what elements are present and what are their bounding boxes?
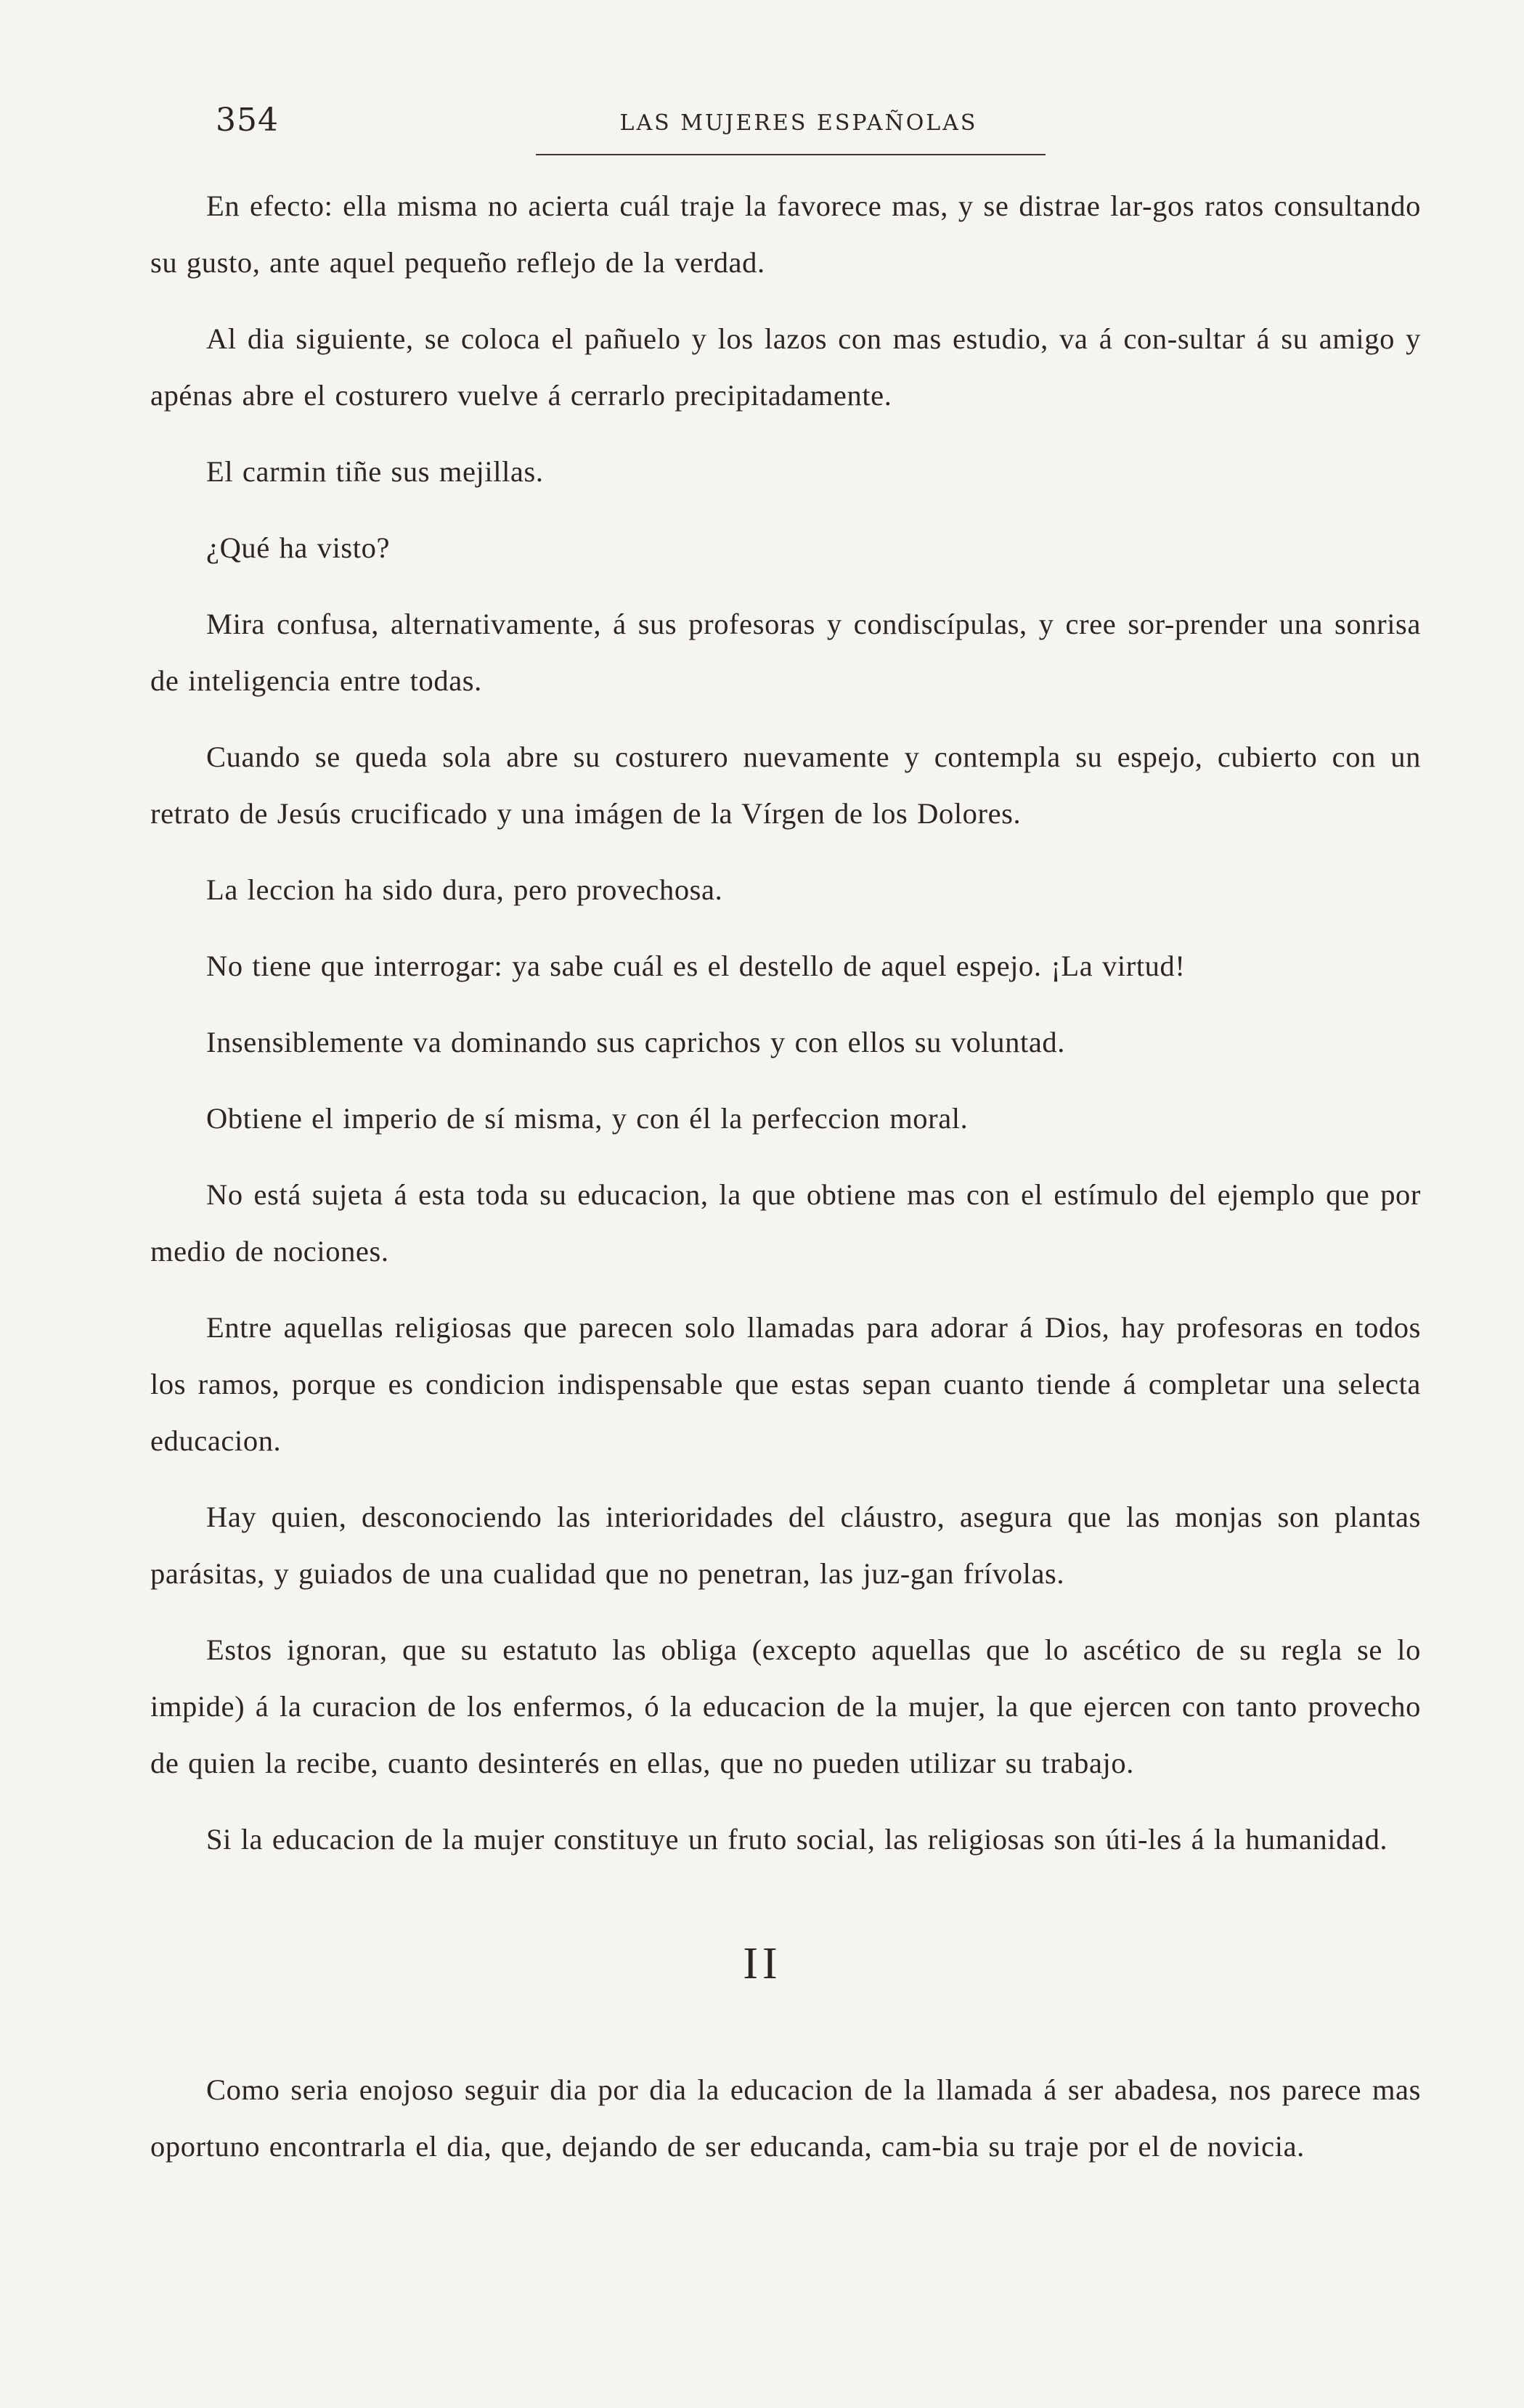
paragraph: En efecto: ella misma no acierta cuál traje la favorece mas, y se distrae lar-gos ratos consultando su gusto, ante aquel pequeño reflejo de la verdad. [150, 189, 1421, 279]
paragraph: Al dia siguiente, se coloca el pañuelo y los lazos con mas estudio, va á con-sultar á su amigo y apénas abre el costurero vuelve á cerrarlo precipitadamente. [150, 322, 1421, 412]
paragraph: No tiene que interrogar: ya sabe cuál es el destello de aquel espejo. ¡La virtud! [206, 950, 1186, 982]
paragraph: No está sujeta á esta toda su educacion, la que obtiene mas con el estímulo del ejemplo que por medio de nociones. [150, 1178, 1421, 1268]
header-rule [536, 154, 1046, 155]
paragraph: ¿Qué ha visto? [206, 531, 391, 564]
paragraph: Entre aquellas religiosas que parecen solo llamadas para adorar á Dios, hay profesoras en todos los ramos, porque es condicion indispensable que estas sepan cuanto tiende á completar una selecta educacion. [150, 1311, 1421, 1457]
paragraph: Insensiblemente va dominando sus caprichos y con ellos su voluntad. [206, 1026, 1065, 1058]
paragraph: El carmin tiñe sus mejillas. [206, 455, 544, 488]
paragraph: Cuando se queda sola abre su costurero nuevamente y contempla su espejo, cubierto con un retrato de Jesús crucificado y una imágen de la Vírgen de los Dolores. [150, 740, 1421, 830]
running-title: LAS MUJERES ESPAÑOLAS [619, 110, 978, 136]
paragraph: La leccion ha sido dura, pero provechosa. [206, 873, 723, 906]
paragraph: Estos ignoran, que su estatuto las obliga (excepto aquellas que lo ascético de su regla se lo impide) á la curacion de los enfermos, ó la educacion de la mujer, la que ejercen con tanto provecho de quien la recibe, cuanto desinterés en ellas, que no pueden utilizar su trabajo. [150, 1633, 1421, 1779]
paragraph: Mira confusa, alternativamente, á sus profesoras y condiscípulas, y cree sor-prender una sonrisa de inteligencia entre todas. [150, 608, 1421, 697]
body-text-section-two [150, 2062, 1421, 2195]
body-text-section-one [150, 178, 1421, 1887]
paragraph: Obtiene el imperio de sí misma, y con él la perfeccion moral. [206, 1102, 969, 1135]
paragraph: Como seria enojoso seguir dia por dia la educacion de la llamada á ser abadesa, nos parece mas oportuno encontrarla el dia, que, dejando de ser educanda, cam-bia su traje por el de novicia. [150, 2073, 1421, 2163]
section-heading: II [743, 1939, 782, 1988]
paragraph: Hay quien, desconociendo las interioridades del cláustro, asegura que las monjas son plantas parásitas, y guiados de una cualidad que no penetran, las juz-gan frívolas. [150, 1501, 1421, 1590]
paragraph: Si la educacion de la mujer constituye un fruto social, las religiosas son úti-les á la humanidad. [206, 1823, 1388, 1856]
page-number: 354 [216, 102, 279, 139]
